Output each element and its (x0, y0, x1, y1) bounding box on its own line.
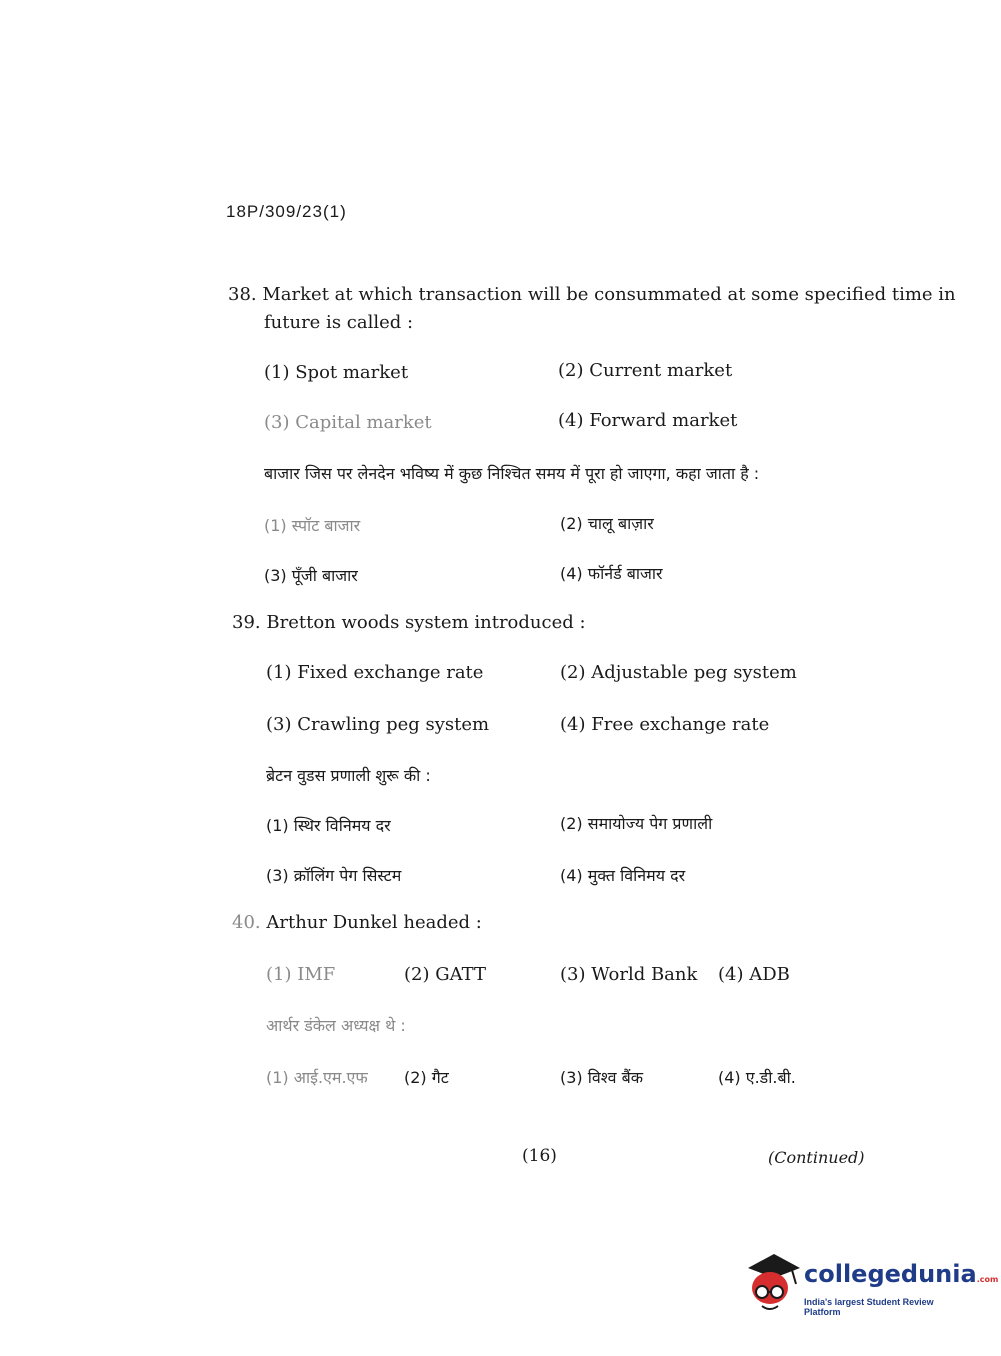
hindi-option-2: (2) गैट (404, 1068, 449, 1087)
hindi-option-1: (1) स्थिर विनिमय दर (266, 816, 391, 835)
question-number: 40. (232, 912, 261, 933)
hindi-option-2: (2) समायोज्य पेग प्रणाली (560, 814, 713, 833)
option-3: (3) World Bank (560, 964, 698, 985)
option-3: (3) Capital market (264, 412, 432, 433)
option-2: (2) Adjustable peg system (560, 662, 797, 683)
hindi-option-4: (4) ए.डी.बी. (718, 1068, 796, 1087)
hindi-option-3: (3) पूँजी बाजार (264, 566, 358, 585)
page-number: (16) (522, 1146, 557, 1166)
hindi-option-1: (1) स्पॉट बाजार (264, 516, 361, 535)
hindi-option-3: (3) क्रॉलिंग पेग सिस्टम (266, 866, 402, 885)
option-1: (1) Fixed exchange rate (266, 662, 484, 683)
hindi-option-2: (2) चालू बाज़ार (560, 514, 654, 533)
option-4: (4) Forward market (558, 410, 738, 431)
option-2: (2) GATT (404, 964, 486, 985)
paper-code: 18P/309/23(1) (226, 202, 347, 221)
continued-label: (Continued) (768, 1148, 865, 1167)
option-4: (4) Free exchange rate (560, 714, 770, 735)
hindi-option-1: (1) आई.एम.एफ (266, 1068, 368, 1087)
question-number: 39. (232, 612, 261, 633)
hindi-option-4: (4) फॉर्नर्ड बाजार (560, 564, 663, 583)
question-text: Arthur Dunkel headed : (266, 912, 482, 933)
option-3: (3) Crawling peg system (266, 714, 490, 735)
option-2: (2) Current market (558, 360, 733, 381)
logo-name: collegedunia.com (804, 1260, 999, 1288)
question-hindi: ब्रेटन वुडस प्रणाली शुरू की : (266, 766, 431, 785)
option-1: (1) IMF (266, 964, 336, 985)
question-40 (232, 912, 482, 933)
hindi-option-4: (4) मुक्त विनिमय दर (560, 866, 686, 885)
question-number: 38. (228, 284, 257, 305)
option-1: (1) Spot market (264, 362, 409, 383)
logo-tagline: India's largest Student Review Platform (804, 1297, 934, 1317)
student-mascot-icon (742, 1250, 802, 1318)
hindi-option-3: (3) विश्व बैंक (560, 1068, 643, 1087)
question-hindi: आर्थर डंकेल अध्यक्ष थे : (266, 1016, 406, 1035)
question-hindi: बाजार जिस पर लेनदेन भविष्य में कुछ निश्चित समय में पूरा हो जाएगा, कहा जाता है : (264, 464, 760, 483)
question-39 (232, 612, 586, 633)
option-4: (4) ADB (718, 964, 790, 985)
question-text: Market at which transaction will be consummated at some specified time in (262, 284, 956, 305)
question-text-cont: future is called : (264, 312, 414, 333)
question-38 (228, 284, 956, 305)
question-text: Bretton woods system introduced : (266, 612, 586, 633)
collegedunia-logo (742, 1250, 999, 1318)
